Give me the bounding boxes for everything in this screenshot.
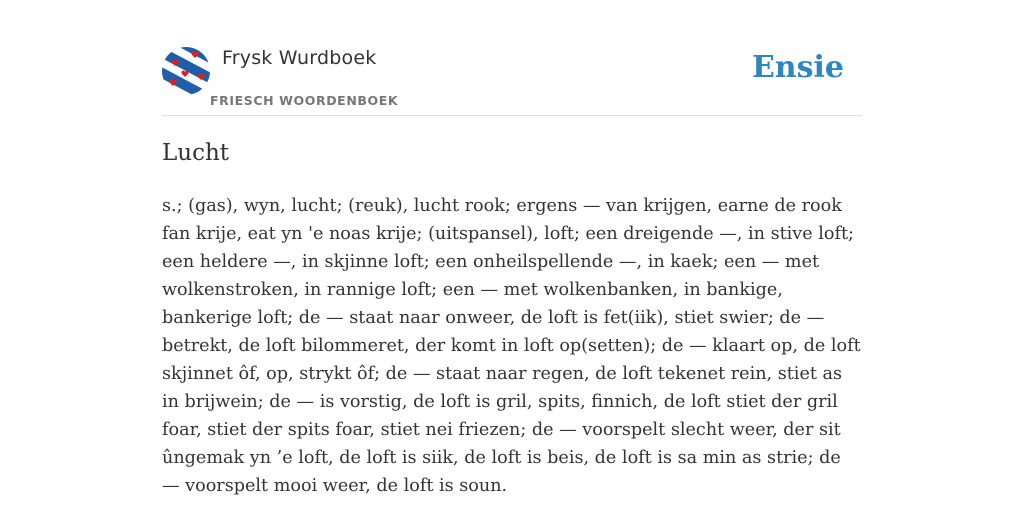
site-title[interactable]: Frysk Wurdboek	[222, 47, 377, 69]
frisian-flag-icon[interactable]	[162, 47, 210, 95]
brand-logo-link[interactable]: Ensie	[751, 50, 844, 85]
entry-definition: s.; (gas), wyn, lucht; (reuk), lucht rook; ergens — van krijgen, earne de rook fan krije, eat yn 'e noas krije; (uitspansel), loft; een dreigende —, in stive loft; een heldere —, in skjinne loft; een onheilspellende —, in kaek; een — met wolkenstroken, in rannige loft; een — met wolkenbanken, in bankige, bankerige loft; de — staat naar onweer, de loft is fet(iik), stiet swier; de — betrekt, de loft bilommeret, der komt in loft op(setten); de — klaart op, de loft skjinnet ôf, op, strykt ôf; de — staat naar regen, de loft tekenet rein, stiet as in brijwein; de — is vorstig, de loft is gril, spits, finnich, de loft stiet der gril foar, stiet der spits foar, stiet nei friezen; de — voorspelt slecht weer, der sit ûngemak yn ’e loft, de loft is siik, de loft is beis, de loft is sa min as strie; de — voorspelt mooi weer, de loft is soun.	[162, 196, 861, 496]
entry-title: Lucht	[162, 140, 230, 166]
site-subtitle: FRIESCH WOORDENBOEK	[210, 93, 399, 108]
page-header	[162, 44, 862, 116]
